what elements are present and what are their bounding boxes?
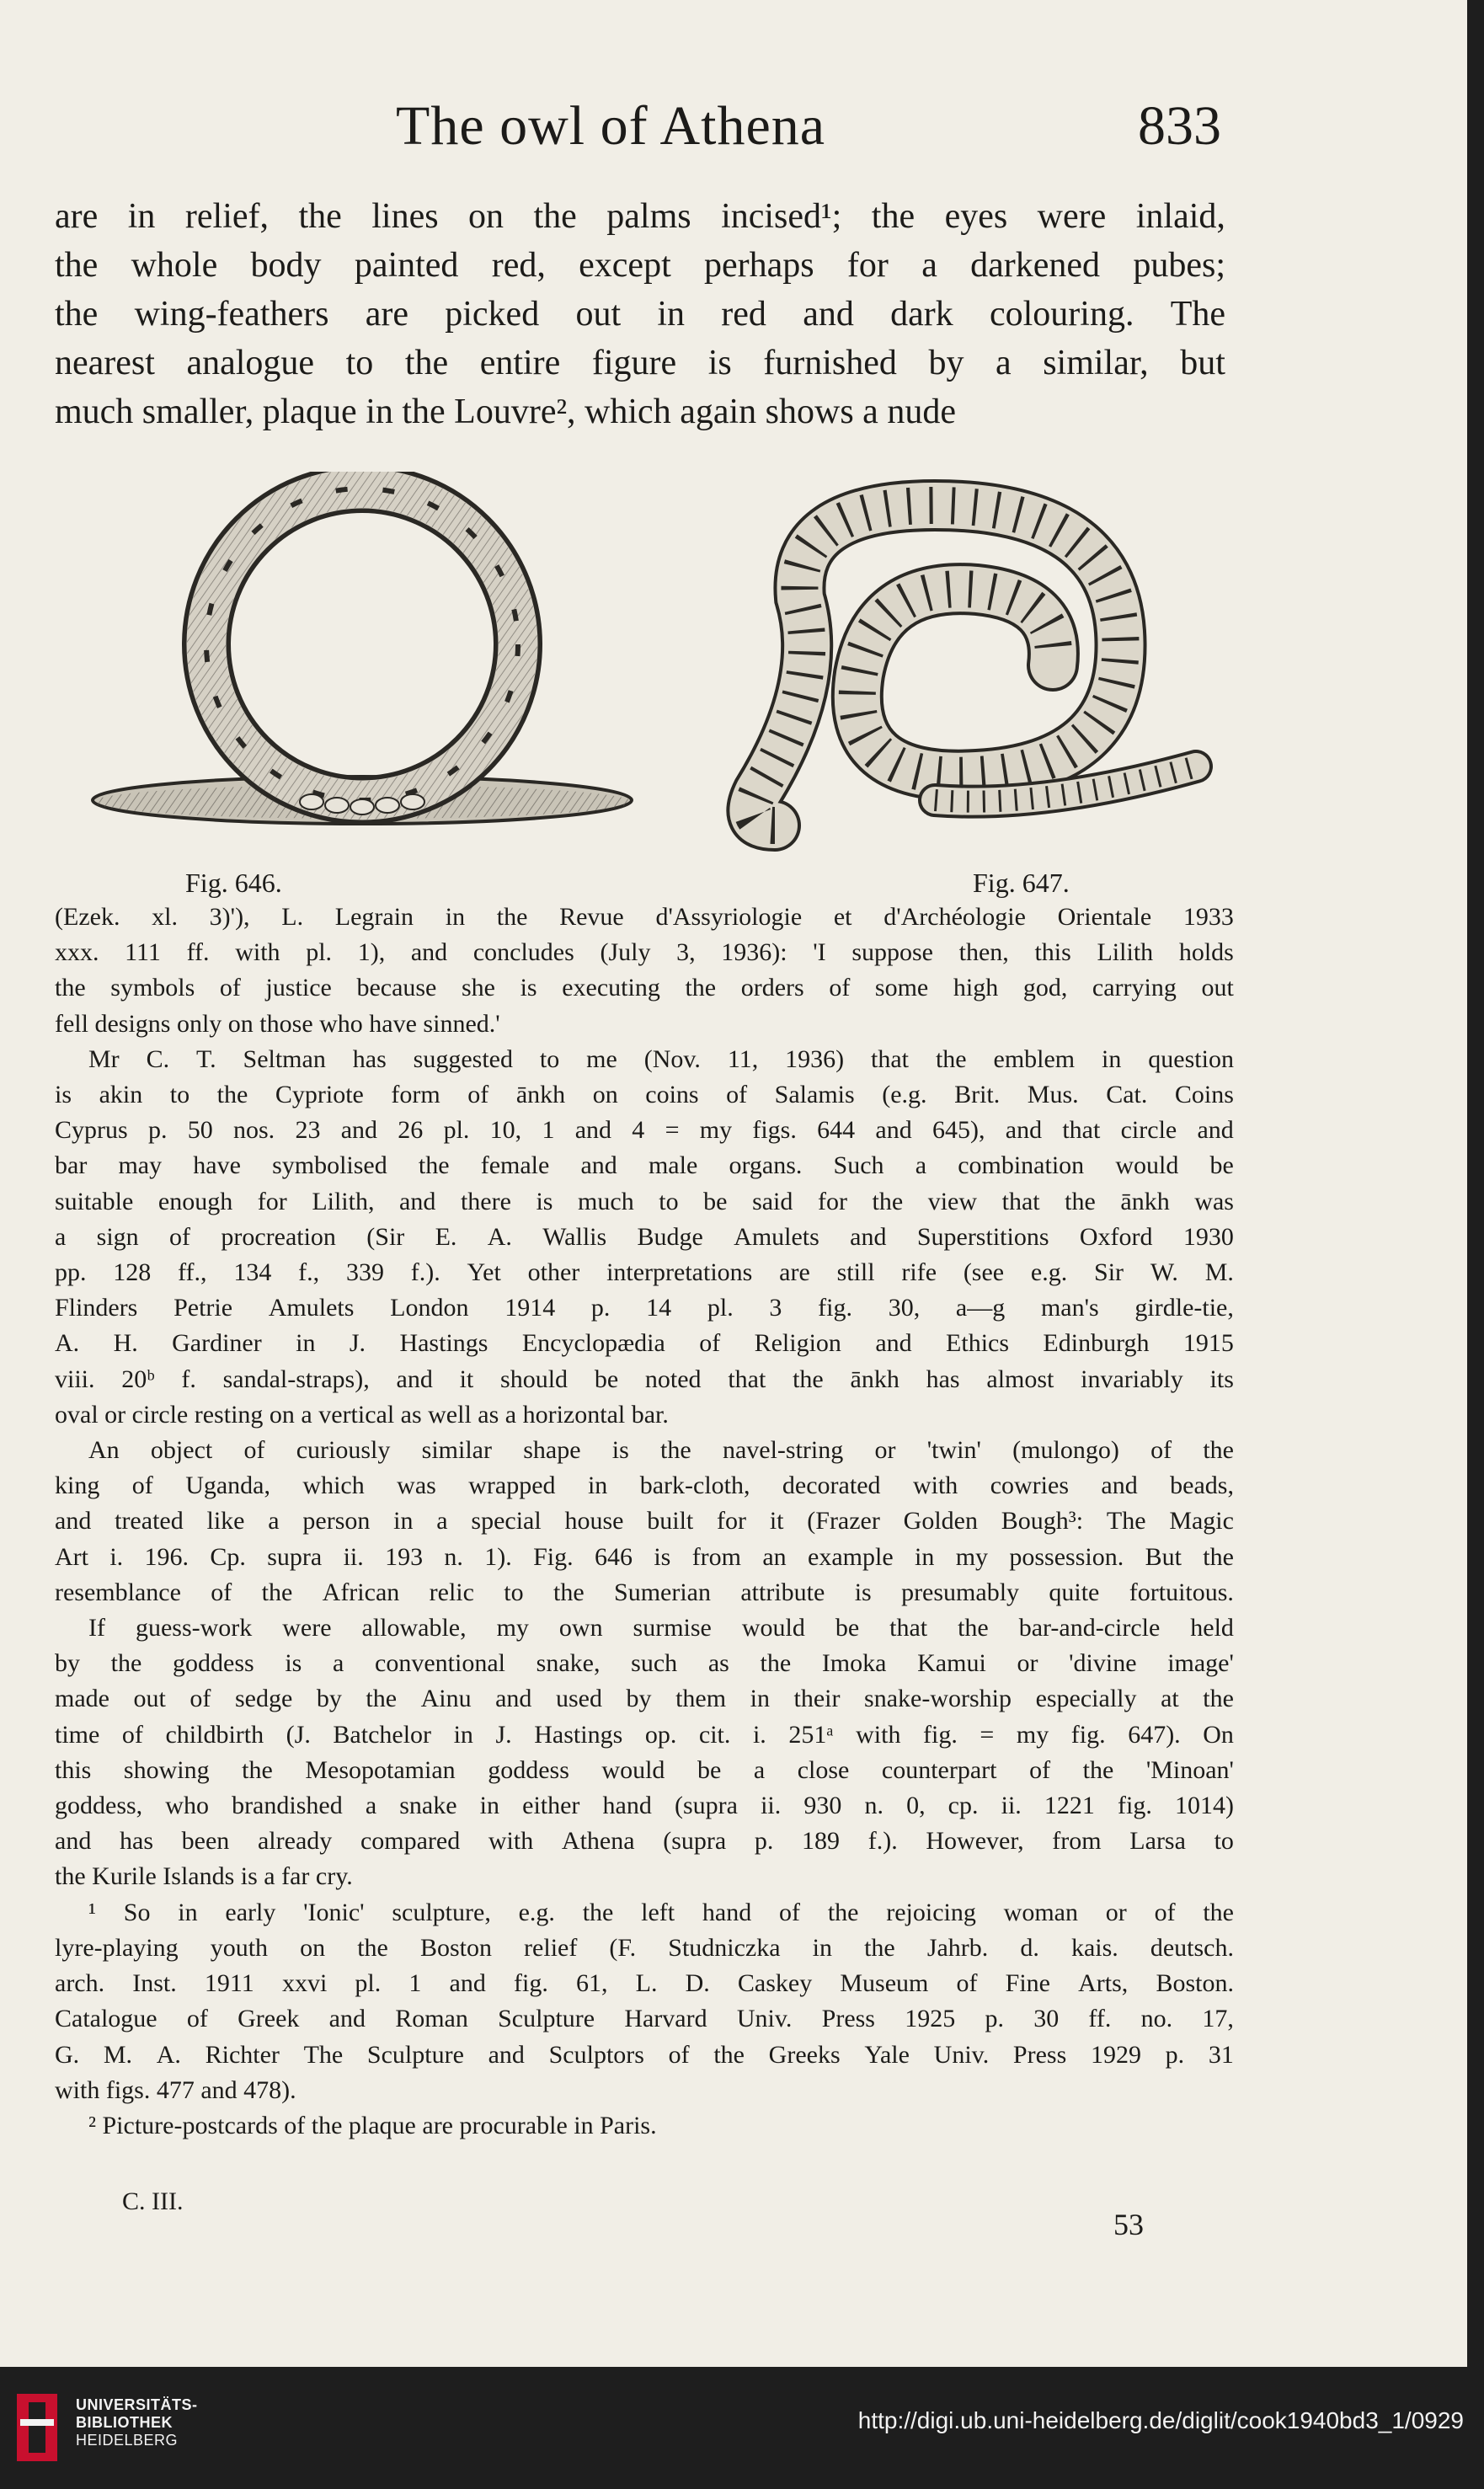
footnote-line: a sign of procreation (Sir E. A. Wallis Budge Amulets and Superstitions Oxford 1930: [55, 1222, 1234, 1251]
footnote-line: Art i. 196. Cp. supra ii. 193 n. 1). Fig. 646 is from an example in my possession. But the: [55, 1542, 1234, 1571]
document-url[interactable]: http://digi.ub.uni-heidelberg.de/diglit/cook1940bd3_1/0929: [857, 2407, 1464, 2433]
footnote-line: Flinders Petrie Amulets London 1914 p. 14 pl. 3 fig. 30, a—g man's girdle-tie,: [55, 1294, 1234, 1322]
figure-646-caption: Fig. 646.: [185, 868, 282, 898]
page-number: 833: [1138, 95, 1221, 157]
footnote-line: bar may have symbolised the female and male organs. Such a combination would be: [55, 1151, 1234, 1180]
body-line: are in relief, the lines on the palms incised¹; the eyes were inlaid,: [55, 197, 1225, 236]
footnote-line: arch. Inst. 1911 xxvi pl. 1 and fig. 61, L. D. Caskey Museum of Fine Arts, Boston.: [55, 1969, 1234, 1998]
footnote-line: If guess-work were allowable, my own surmise would be that the bar-and-circle held: [88, 1614, 1234, 1642]
footnote-line: xxx. 111 ff. with pl. 1), and concludes (July 3, 1936): 'I suppose then, this Lilith holds: [55, 938, 1234, 967]
footnote-line: is akin to the Cypriote form of ānkh on coins of Salamis (e.g. Brit. Mus. Cat. Coins: [55, 1081, 1234, 1109]
footnote-line: oval or circle resting on a vertical as well as a horizontal bar.: [55, 1400, 669, 1429]
footnote-line: made out of sedge by the Ainu and used by them in their snake-worship especially at the: [55, 1685, 1234, 1713]
footnote-line: the Kurile Islands is a far cry.: [55, 1862, 353, 1891]
footnote-line: lyre-playing youth on the Boston relief (F. Studniczka in the Jahrb. d. kais. deutsch.: [55, 1933, 1234, 1962]
footnote-line: G. M. A. Richter The Sculpture and Sculptors of the Greeks Yale Univ. Press 1929 p. 31: [55, 2040, 1234, 2069]
footnote-line: Cyprus p. 50 nos. 23 and 26 pl. 10, 1 and 4 = my figs. 644 and 645), and that circle and: [55, 1116, 1234, 1145]
body-line: much smaller, plaque in the Louvre², which again shows a nude: [55, 393, 956, 431]
footnote-line: Catalogue of Greek and Roman Sculpture Harvard Univ. Press 1925 p. 30 ff. no. 17,: [55, 2005, 1234, 2033]
footnote-line: fell designs only on those who have sinned.': [55, 1009, 500, 1038]
footnote-line: A. H. Gardiner in J. Hastings Encyclopædia of Religion and Ethics Edinburgh 1915: [55, 1329, 1234, 1358]
footnote-line: pp. 128 ff., 134 f., 339 f.). Yet other interpretations are still rife (see e.g. Sir W. M.: [55, 1258, 1234, 1287]
running-title: The owl of Athena: [396, 95, 826, 157]
figures: [59, 472, 1230, 901]
body-paragraph: [55, 192, 1225, 436]
footnote-line: (Ezek. xl. 3)'), L. Legrain in the Revue d'Assyriologie et d'Archéologie Orientale 1933: [55, 903, 1234, 931]
footnote-line: time of childbirth (J. Batchelor in J. Hastings op. cit. i. 251ᵃ with fig. = my fig. 647). On: [55, 1720, 1234, 1749]
footnote-line: this showing the Mesopotamian goddess would be a close counterpart of the 'Minoan': [55, 1755, 1234, 1784]
footnote-line: with figs. 477 and 478).: [55, 2075, 296, 2104]
library-name-line-3: HEIDELBERG: [76, 2432, 179, 2449]
figure-647-caption: Fig. 647.: [973, 868, 1070, 898]
figure-646-navel-string-illustration: [59, 472, 665, 868]
running-header: [396, 94, 1221, 170]
library-name: [76, 2396, 198, 2449]
footnote-line: goddess, who brandished a snake in either hand (supra ii. 930 n. 0, cp. ii. 1221 fig. 1014): [55, 1792, 1234, 1820]
body-line: nearest analogue to the entire figure is furnished by a similar, but: [55, 344, 1225, 382]
footnote-line: and treated like a person in a special house built for it (Frazer Golden Bough³: The Magic: [55, 1507, 1234, 1536]
footnote-line: the symbols of justice because she is executing the orders of some high god, carrying out: [55, 974, 1234, 1002]
university-library-logo-icon: [17, 2394, 57, 2461]
footnote-line: resemblance of the African relic to the Sumerian attribute is presumably quite fortuitous.: [55, 1578, 1234, 1606]
footnote-line: and has been already compared with Athena (supra p. 189 f.). However, from Larsa to: [55, 1827, 1234, 1856]
signature-mark: C. III.: [122, 2187, 184, 2215]
footnote-line: king of Uganda, which was wrapped in bark-cloth, decorated with cowries and beads,: [55, 1472, 1234, 1500]
footnote-line: ¹ So in early 'Ionic' sculpture, e.g. the left hand of the rejoicing woman or of the: [88, 1898, 1234, 1926]
body-line: the wing-feathers are picked out in red and dark colouring. The: [55, 295, 1225, 334]
footnotes: [55, 900, 1234, 2144]
library-name-line-2: BIBLIOTHEK: [76, 2414, 173, 2431]
footnote-line: Mr C. T. Seltman has suggested to me (Nov. 11, 1936) that the emblem in question: [88, 1044, 1234, 1073]
figure-647-snake-image-illustration: [724, 472, 1230, 868]
footnote-line: by the goddess is a conventional snake, such as the Imoka Kamui or 'divine image': [55, 1649, 1234, 1678]
sheet-number: 53: [1113, 2208, 1144, 2241]
body-line: the whole body painted red, except perhaps for a darkened pubes;: [55, 246, 1225, 285]
footnote-line: viii. 20ᵇ f. sandal-straps), and it should be noted that the ānkh has almost invariably its: [55, 1365, 1234, 1393]
footnote-line: suitable enough for Lilith, and there is much to be said for the view that the ānkh was: [55, 1187, 1234, 1215]
footnote-line: An object of curiously similar shape is the navel-string or 'twin' (mulongo) of the: [88, 1436, 1234, 1465]
footnote-line: ² Picture-postcards of the plaque are procurable in Paris.: [88, 2111, 657, 2139]
library-name-line-1: UNIVERSITÄTS-: [76, 2396, 198, 2413]
